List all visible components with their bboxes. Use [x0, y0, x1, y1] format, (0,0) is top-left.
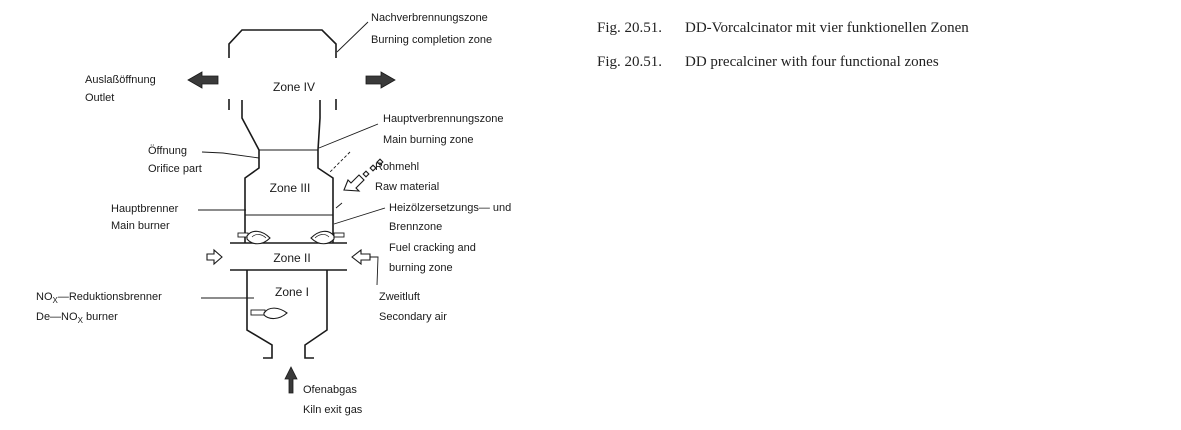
zone-3-label: Zone III [269, 181, 311, 195]
zone-4-label: Zone IV [272, 80, 316, 94]
fuel-cracking-en-2: burning zone [389, 262, 453, 274]
outlet-de: Auslaßöffnung [85, 74, 156, 86]
burning-completion-en: Burning completion zone [371, 34, 493, 46]
fuel-cracking-de-1: Heizölzersetzungs— und [389, 202, 512, 214]
secondary-air-en: Secondary air [379, 311, 447, 323]
secondary-air-de: Zweitluft [379, 291, 420, 303]
main-burner-en: Main burner [111, 220, 170, 232]
leader-orifice [202, 152, 259, 158]
leader-secondary-air [370, 257, 378, 285]
zone-1-label: Zone I [274, 285, 310, 299]
arrow-left-icon [188, 72, 218, 88]
caption-en [597, 54, 939, 70]
leader-raw-material [336, 203, 342, 208]
caption-en-number: Fig. 20.51. [597, 54, 663, 70]
kiln-gas-de: Ofenabgas [303, 384, 357, 396]
nox-burner-de: $NO_X—Reduktionsbrenner$ [36, 291, 162, 305]
raw-material-en: Raw material [375, 181, 440, 193]
leader-main-burning-dashed [330, 152, 350, 172]
kiln-gas-en: Kiln exit gas [303, 404, 363, 416]
leader-fuel-cracking [334, 208, 385, 224]
burner-flame-icon [251, 308, 287, 318]
nox-burner-en: $De—NO_X$ burner [36, 311, 118, 325]
burner-flame-icon [238, 231, 270, 243]
zone-2-label: Zone II [273, 251, 311, 265]
burner-flame-icon [311, 231, 344, 243]
arrow-right-icon [366, 72, 395, 88]
fuel-cracking-en-1: Fuel cracking and [389, 242, 476, 254]
main-burning-en: Main burning zone [383, 134, 474, 146]
outlet-en: Outlet [85, 92, 115, 104]
leader-main-burning [319, 124, 378, 148]
caption-de-number: Fig. 20.51. [597, 20, 663, 36]
caption-en-text: DD precalciner with four functional zones [685, 54, 939, 70]
burning-completion-de: Nachverbrennungszone [371, 12, 488, 24]
fuel-cracking-de-2: Brennzone [389, 221, 443, 233]
orifice-de: Öffnung [148, 145, 187, 157]
main-burning-de: Hauptverbrennungszone [383, 113, 504, 125]
arrow-up-icon [285, 367, 297, 393]
hollow-arrow-icon [207, 250, 222, 264]
caption-de-text: DD-Vorcalcinator mit vier funktionellen Zonen [685, 20, 969, 36]
caption-de [597, 20, 969, 36]
raw-material-de: Rohmehl [375, 161, 420, 173]
hollow-arrow-icon [352, 250, 370, 264]
orifice-en: Orifice part [148, 163, 202, 175]
main-burner-de: Hauptbrenner [111, 203, 179, 215]
leader-burning-completion [337, 22, 368, 52]
